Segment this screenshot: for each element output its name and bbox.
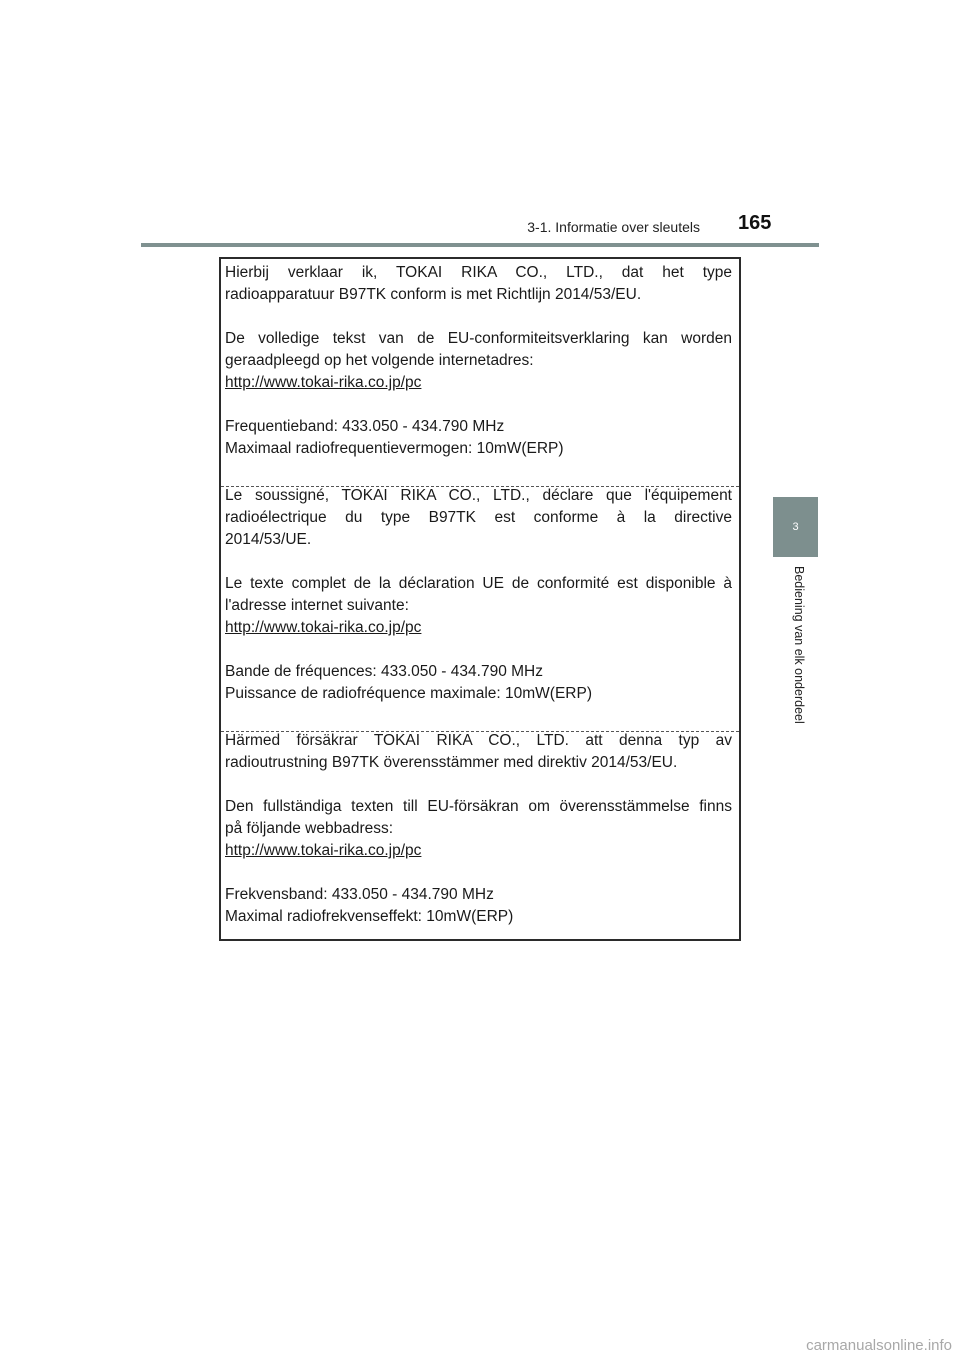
dutch-declaration bbox=[221, 262, 739, 485]
french-text-line-1: Le texte complet de la déclaration UE de conformité est disponible à bbox=[225, 575, 732, 592]
swedish-frequency: Frekvensband: 433.050 - 434.790 MHz bbox=[225, 886, 494, 903]
french-frequency: Bande de fréquences: 433.050 - 434.790 MHz bbox=[225, 663, 543, 680]
dutch-text-line-2: geraadpleegd op het volgende internetadres: bbox=[225, 352, 534, 369]
french-intro-line-3: 2014/53/UE. bbox=[225, 531, 312, 548]
dutch-link[interactable]: http://www.tokai-rika.co.jp/pc bbox=[225, 374, 422, 391]
french-text-line-2: l'adresse internet suivante: bbox=[225, 597, 409, 614]
swedish-declaration bbox=[221, 730, 739, 939]
swedish-link[interactable]: http://www.tokai-rika.co.jp/pc bbox=[225, 842, 422, 859]
header-divider bbox=[141, 243, 819, 247]
swedish-text-line-2: på följande webbadress: bbox=[225, 820, 394, 837]
chapter-label: Bediening van elk onderdeel bbox=[792, 566, 806, 724]
paragraph-gap bbox=[225, 862, 732, 884]
dutch-intro-line-2: radioapparatuur B97TK conform is met Richtlijn 2014/53/EU. bbox=[225, 286, 642, 303]
swedish-intro-line-1: Härmed försäkrar TOKAI RIKA CO., LTD. att denna typ av bbox=[225, 732, 732, 749]
dutch-frequency: Frequentieband: 433.050 - 434.790 MHz bbox=[225, 418, 505, 435]
page-header bbox=[0, 0, 960, 250]
paragraph-gap bbox=[225, 394, 732, 416]
french-intro-line-1: Le soussigné, TOKAI RIKA CO., LTD., déclare que l'équipement bbox=[225, 487, 732, 504]
swedish-text-line-1: Den fullständiga texten till EU-försäkran om överensstämmelse finns bbox=[225, 798, 732, 815]
dutch-text-line-1: De volledige tekst van de EU-conformiteitsverklaring kan worden bbox=[225, 330, 732, 347]
french-link[interactable]: http://www.tokai-rika.co.jp/pc bbox=[225, 619, 422, 636]
french-power: Puissance de radiofréquence maximale: 10mW(ERP) bbox=[225, 685, 592, 702]
paragraph-gap bbox=[225, 639, 732, 661]
dutch-intro-line-1: Hierbij verklaar ik, TOKAI RIKA CO., LTD., dat het type bbox=[225, 264, 732, 281]
swedish-power: Maximal radiofrekvenseffekt: 10mW(ERP) bbox=[225, 908, 514, 925]
paragraph-gap bbox=[225, 306, 732, 328]
watermark: carmanualsonline.info bbox=[806, 1337, 952, 1354]
swedish-intro-line-2: radioutrustning B97TK överensstämmer med direktiv 2014/53/EU. bbox=[225, 754, 678, 771]
section-title: 3-1. Informatie over sleutels bbox=[527, 219, 700, 235]
french-intro-line-2: radioélectrique du type B97TK est conforme à la directive bbox=[225, 509, 732, 526]
chapter-tab: 3 bbox=[773, 497, 818, 557]
paragraph-gap bbox=[225, 774, 732, 796]
french-declaration bbox=[221, 485, 739, 730]
dutch-power: Maximaal radiofrequentievermogen: 10mW(ERP) bbox=[225, 440, 564, 457]
declaration-box bbox=[219, 257, 741, 941]
page-number: 165 bbox=[738, 212, 772, 234]
paragraph-gap bbox=[225, 551, 732, 573]
